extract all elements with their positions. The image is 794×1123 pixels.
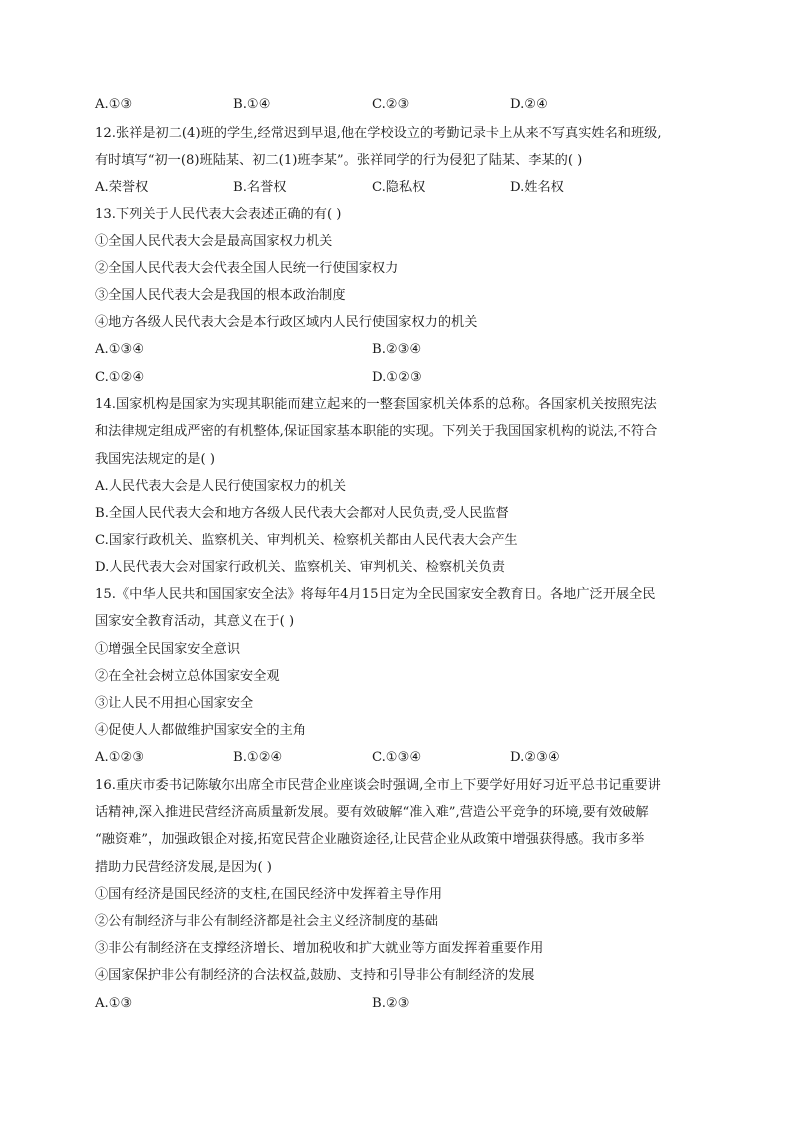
q14-stem-line-2: 和法律规定组成严密的有机整体,保证国家基本职能的实现。下列关于我国国家机构的说法,不符合 <box>95 424 658 439</box>
q16-option-a: A.①③ <box>95 996 133 1011</box>
q16-item-4: ④国家保护非公有制经济的合法权益,鼓励、支持和引导非公有制经济的发展 <box>95 968 535 983</box>
q12-stem-line-1: 12.张祥是初二(4)班的学生,经常迟到早退,他在学校设立的考勤记录卡上从来不写真实姓名和班级, <box>95 126 662 141</box>
q14-option-a: A.人民代表大会是人民行使国家权力的机关 <box>95 479 347 494</box>
q15-item-1: ①增强全民国家安全意识 <box>95 642 241 657</box>
q13-option-d: D.①②③ <box>372 370 422 385</box>
q16-stem-line-2: 话精神,深入推进民营经济高质量新发展。要有效破解“准入难”,营造公平竞争的环境,要有效破解 <box>95 805 649 820</box>
q13-options-row-2 <box>95 368 705 388</box>
q14-option-c: C.国家行政机关、监察机关、审判机关、检察机关都由人民代表大会产生 <box>95 533 518 548</box>
q15-option-d: D.②③④ <box>510 750 560 765</box>
q16-stem-line-3: “融资难”，加强政银企对接,拓宽民营企业融资途径,让民营企业从政策中增强获得感。我市多举 <box>95 832 645 847</box>
q15-option-a: A.①②③ <box>95 750 145 765</box>
q14-stem-line-3: 我国宪法规定的是( ) <box>95 452 215 467</box>
q15-options <box>95 748 705 768</box>
q16-stem-line-4: 措助力民营经济发展,是因为( ) <box>95 860 272 875</box>
q16-item-2: ②公有制经济与非公有制经济都是社会主义经济制度的基础 <box>95 914 438 929</box>
q16-stem-line-1: 16.重庆市委书记陈敏尔出席全市民营企业座谈会时强调,全市上下要学好用好习近平总书记重要讲 <box>95 778 661 793</box>
q11-option-d: D.②④ <box>510 97 548 112</box>
q15-stem-line-1: 15.《中华人民共和国国家安全法》将每年4月15日定为全民国家安全教育日。各地广泛开展全民 <box>95 587 656 602</box>
q14-option-b: B.全国人民代表大会和地方各级人民代表大会都对人民负责,受人民监督 <box>95 506 509 521</box>
q13-option-b: B.②③④ <box>372 342 422 357</box>
q15-option-c: C.①③④ <box>372 750 422 765</box>
q14-stem-line-1: 14.国家机构是国家为实现其职能而建立起来的一整套国家机关体系的总称。各国家机关按照宪法 <box>95 397 657 412</box>
q13-item-1: ①全国人民代表大会是最高国家权力机关 <box>95 234 333 249</box>
q11-options <box>95 95 705 115</box>
q11-option-a: A.①③ <box>95 97 133 112</box>
q12-option-a: A.荣誉权 <box>95 180 149 195</box>
q12-stem-line-2: 有时填写“初一(8)班陆某、初二(1)班李某”。张祥同学的行为侵犯了陆某、李某的( ) <box>95 153 583 168</box>
q13-stem: 13.下列关于人民代表大会表述正确的有( ) <box>95 207 342 222</box>
q13-item-4: ④地方各级人民代表大会是本行政区域内人民行使国家权力的机关 <box>95 315 478 330</box>
q16-item-3: ③非公有制经济在支撑经济增长、增加税收和扩大就业等方面发挥着重要作用 <box>95 941 544 956</box>
q11-option-b: B.①④ <box>233 97 271 112</box>
q16-item-1: ①国有经济是国民经济的支柱,在国民经济中发挥着主导作用 <box>95 887 443 902</box>
q16-option-b: B.②③ <box>372 996 410 1011</box>
q13-options-row-1 <box>95 340 705 360</box>
q12-option-b: B.名誉权 <box>233 180 287 195</box>
q15-item-4: ④促使人人都做维护国家安全的主角 <box>95 723 306 738</box>
q15-item-2: ②在全社会树立总体国家安全观 <box>95 669 280 684</box>
q11-option-c: C.②③ <box>372 97 410 112</box>
q13-option-c: C.①②④ <box>95 370 145 385</box>
q13-item-3: ③全国人民代表大会是我国的根本政治制度 <box>95 288 346 303</box>
q12-option-d: D.姓名权 <box>510 180 564 195</box>
q14-option-d: D.人民代表大会对国家行政机关、监察机关、审判机关、检察机关负责 <box>95 560 505 575</box>
q16-options <box>95 994 705 1014</box>
q15-item-3: ③让人民不用担心国家安全 <box>95 696 254 711</box>
q15-stem-line-2: 国家安全教育活动，其意义在于( ) <box>95 614 295 629</box>
q13-item-2: ②全国人民代表大会代表全国人民统一行使国家权力 <box>95 261 399 276</box>
q12-options <box>95 178 705 198</box>
q13-option-a: A.①③④ <box>95 342 145 357</box>
q15-option-b: B.①②④ <box>233 750 283 765</box>
q12-option-c: C.隐私权 <box>372 180 426 195</box>
